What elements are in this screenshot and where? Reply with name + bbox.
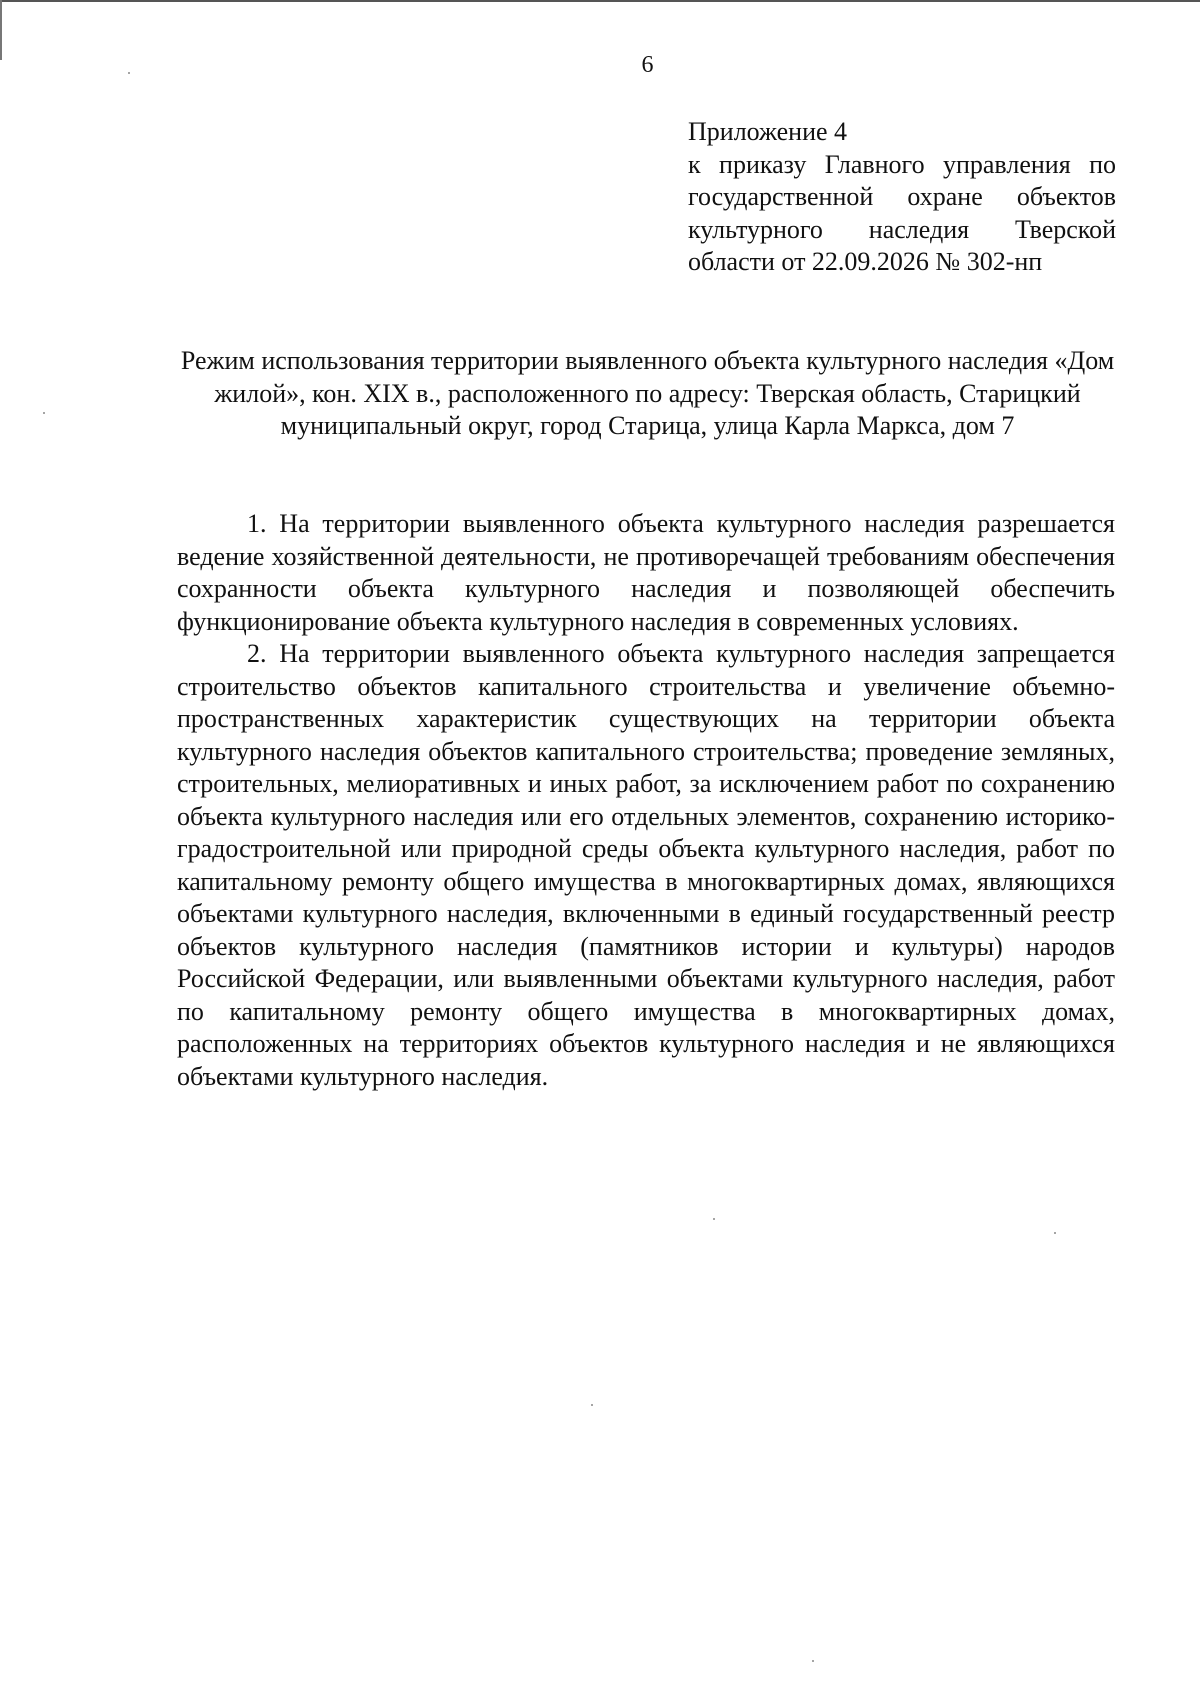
appendix-line: государственной охране объектов: [688, 182, 1116, 211]
paragraph-2: 2. На территории выявленного объекта культурного наследия запрещается строительство объектов капитального строительства и увеличение объемно-пространственных характеристик существующих на территории объекта культурного наследия объектов капитального строительства; проведение земляных, строительных, мелиоративных и иных работ, за исключением работ по сохранению объекта культурного наследия или его отдельных элементов, сохранению историко-градостроительной или природной среды объекта культурного наследия, работ по капитальному ремонту общего имущества в многоквартирных домах, являющихся объектами культурного наследия, включенными в единый государственный реестр объектов культурного наследия (памятников истории и культуры) народов Российской Федерации, или выявленными объектами культурного наследия, работ по капитальному ремонту общего имущества в многоквартирных домах, расположенных на территориях объектов культурного наследия и не являющихся объектами культурного наследия.: [177, 639, 1115, 1091]
appendix-line: области от 22.09.2026 № 302-нп: [688, 247, 1043, 276]
scan-speck: [1054, 1232, 1056, 1234]
scan-speck: [713, 1218, 715, 1220]
paragraph-1: 1. На территории выявленного объекта культурного наследия разрешается ведение хозяйственной деятельности, не противоречащей требованиям обеспечения сохранности объекта культурного наследия и позволяющей обеспечить функционирование объекта культурного наследия в современных условиях.: [177, 509, 1115, 636]
page-number: 6: [641, 52, 654, 78]
scan-top-edge: [0, 0, 1200, 2]
scan-speck: [128, 72, 130, 74]
scan-speck: [43, 412, 45, 414]
scan-speck: [812, 1660, 814, 1662]
appendix-line: культурного наследия Тверской: [688, 214, 1116, 244]
document-body: [177, 508, 1115, 1093]
document-title: Режим использования территории выявленного объекта культурного наследия «Дом жилой», кон. XIX в., расположенного по адресу: Тверская область, Старицкий муниципальный округ, город Старица, улица Карла Маркса, дом 7: [180, 346, 1115, 440]
scan-speck: [591, 1404, 593, 1406]
appendix-line: Приложение 4: [688, 117, 848, 146]
appendix-header: [688, 116, 1116, 279]
appendix-line: к приказу Главного управления по: [688, 149, 1116, 179]
